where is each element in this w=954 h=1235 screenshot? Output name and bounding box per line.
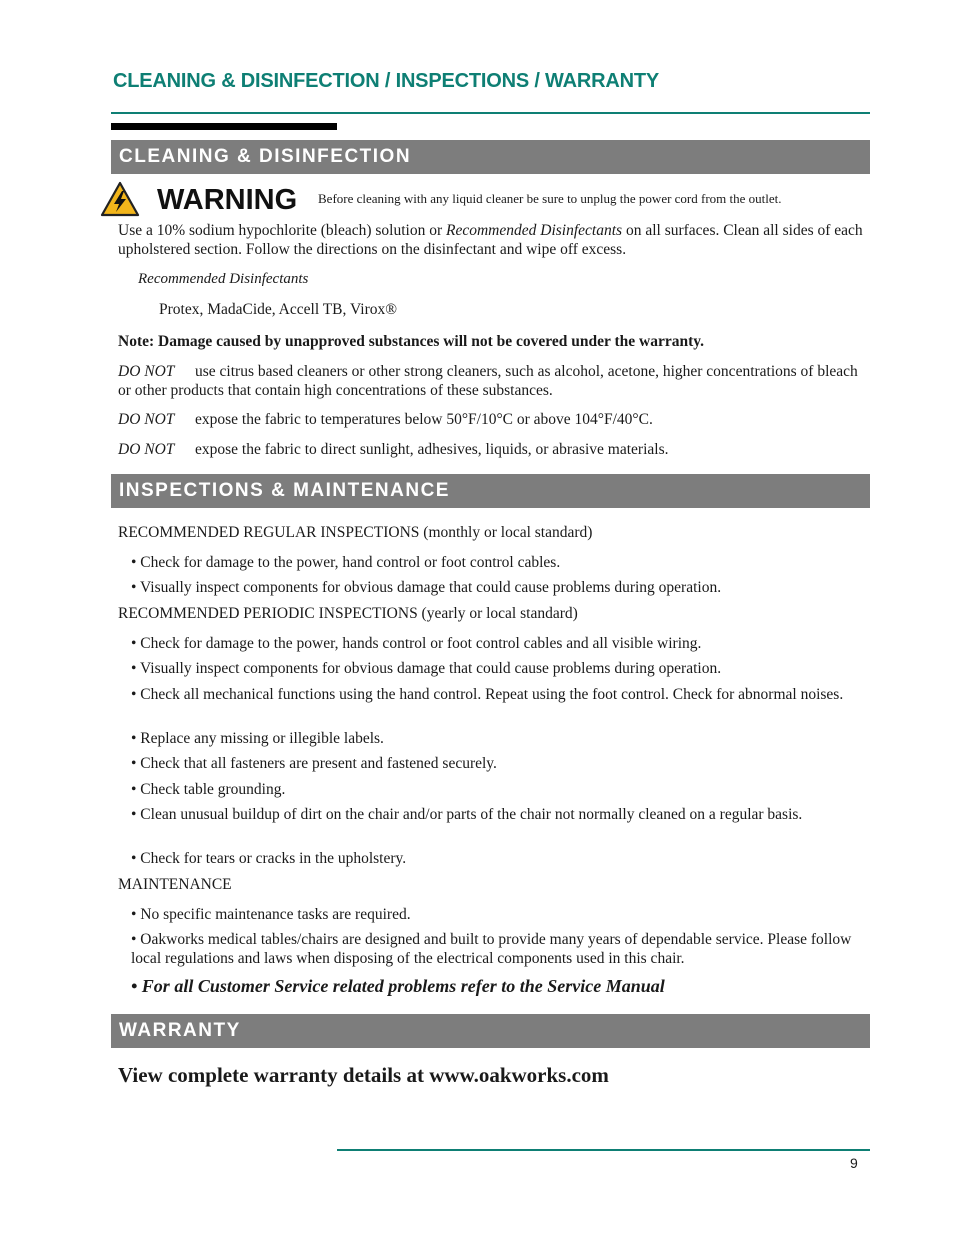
list-item: • Oakworks medical tables/chairs are designed and built to provide many years of dependable service. Please follow local regulations and laws when disposing of the electrical components used in this chair. bbox=[131, 931, 852, 967]
page-number: 9 bbox=[850, 1155, 858, 1171]
list-item: • Clean unusual buildup of dirt on the chair and/or parts of the chair not normally cleaned on a regular basis. bbox=[131, 806, 803, 823]
list-item: • Replace any missing or illegible labels. bbox=[131, 730, 384, 747]
warranty-details-text: View complete warranty details at www.oakworks.com bbox=[118, 1063, 609, 1087]
cleaning-paragraph: Use a 10% sodium hypochlorite (bleach) solution or Recommended Disinfectants on all surfaces. Clean all sides of each upholstered section. Follow the directions on the disinfectant and wipe off excess. bbox=[118, 222, 863, 258]
warranty-note: Note: Damage caused by unapproved substances will not be covered under the warranty. bbox=[118, 333, 705, 350]
section-heading-warranty: WARRANTY bbox=[111, 1014, 870, 1048]
list-item: • Check for damage to the power, hands control or foot control cables and all visible wiring. bbox=[131, 635, 702, 652]
title-rule bbox=[111, 112, 870, 114]
list-item: • No specific maintenance tasks are required. bbox=[131, 906, 411, 923]
do-not-item: DO NOT use citrus based cleaners or other strong cleaners, such as alcohol, acetone, higher concentrations of bleach or other products that contain high concentrations of these substances. bbox=[118, 363, 858, 399]
list-item: • Visually inspect components for obvious damage that could cause problems during operation. bbox=[131, 660, 722, 677]
section-heading-inspections: INSPECTIONS & MAINTENANCE bbox=[111, 474, 870, 508]
warning-label: WARNING bbox=[157, 184, 298, 216]
recommended-disinfectants-list: Protex, MadaCide, Accell TB, Virox® bbox=[159, 301, 398, 318]
footer-rule bbox=[337, 1149, 870, 1151]
section-heading-cleaning: CLEANING & DISINFECTION bbox=[111, 140, 870, 174]
list-item: • Check that all fasteners are present and fastened securely. bbox=[131, 755, 497, 772]
periodic-inspections-label: RECOMMENDED PERIODIC INSPECTIONS (yearly or local standard) bbox=[118, 605, 578, 622]
list-item: • Check for tears or cracks in the upholstery. bbox=[131, 850, 407, 867]
warning-triangle-icon bbox=[100, 181, 140, 217]
regular-inspections-label: RECOMMENDED REGULAR INSPECTIONS (monthly or local standard) bbox=[118, 524, 593, 541]
maintenance-label: MAINTENANCE bbox=[118, 876, 232, 893]
do-not-item: DO NOT expose the fabric to temperatures below 50°F/10°C or above 104°F/40°C. bbox=[118, 411, 653, 428]
list-item: • Check table grounding. bbox=[131, 781, 286, 798]
warning-text: Before cleaning with any liquid cleaner be sure to unplug the power cord from the outlet. bbox=[318, 191, 782, 206]
list-item: • Check all mechanical functions using the hand control. Repeat using the foot control. Check for abnormal noises. bbox=[131, 686, 844, 703]
list-item: • Check for damage to the power, hand control or foot control cables. bbox=[131, 554, 561, 571]
decorative-black-bar bbox=[111, 123, 337, 130]
do-not-item: DO NOT expose the fabric to direct sunlight, adhesives, liquids, or abrasive materials. bbox=[118, 441, 669, 458]
page-title: CLEANING & DISINFECTION / INSPECTIONS / WARRANTY bbox=[113, 70, 659, 92]
recommended-disinfectants-label: Recommended Disinfectants bbox=[138, 271, 309, 287]
list-item: • Visually inspect components for obvious damage that could cause problems during operation. bbox=[131, 579, 722, 596]
customer-service-note: • For all Customer Service related problems refer to the Service Manual bbox=[131, 976, 665, 996]
